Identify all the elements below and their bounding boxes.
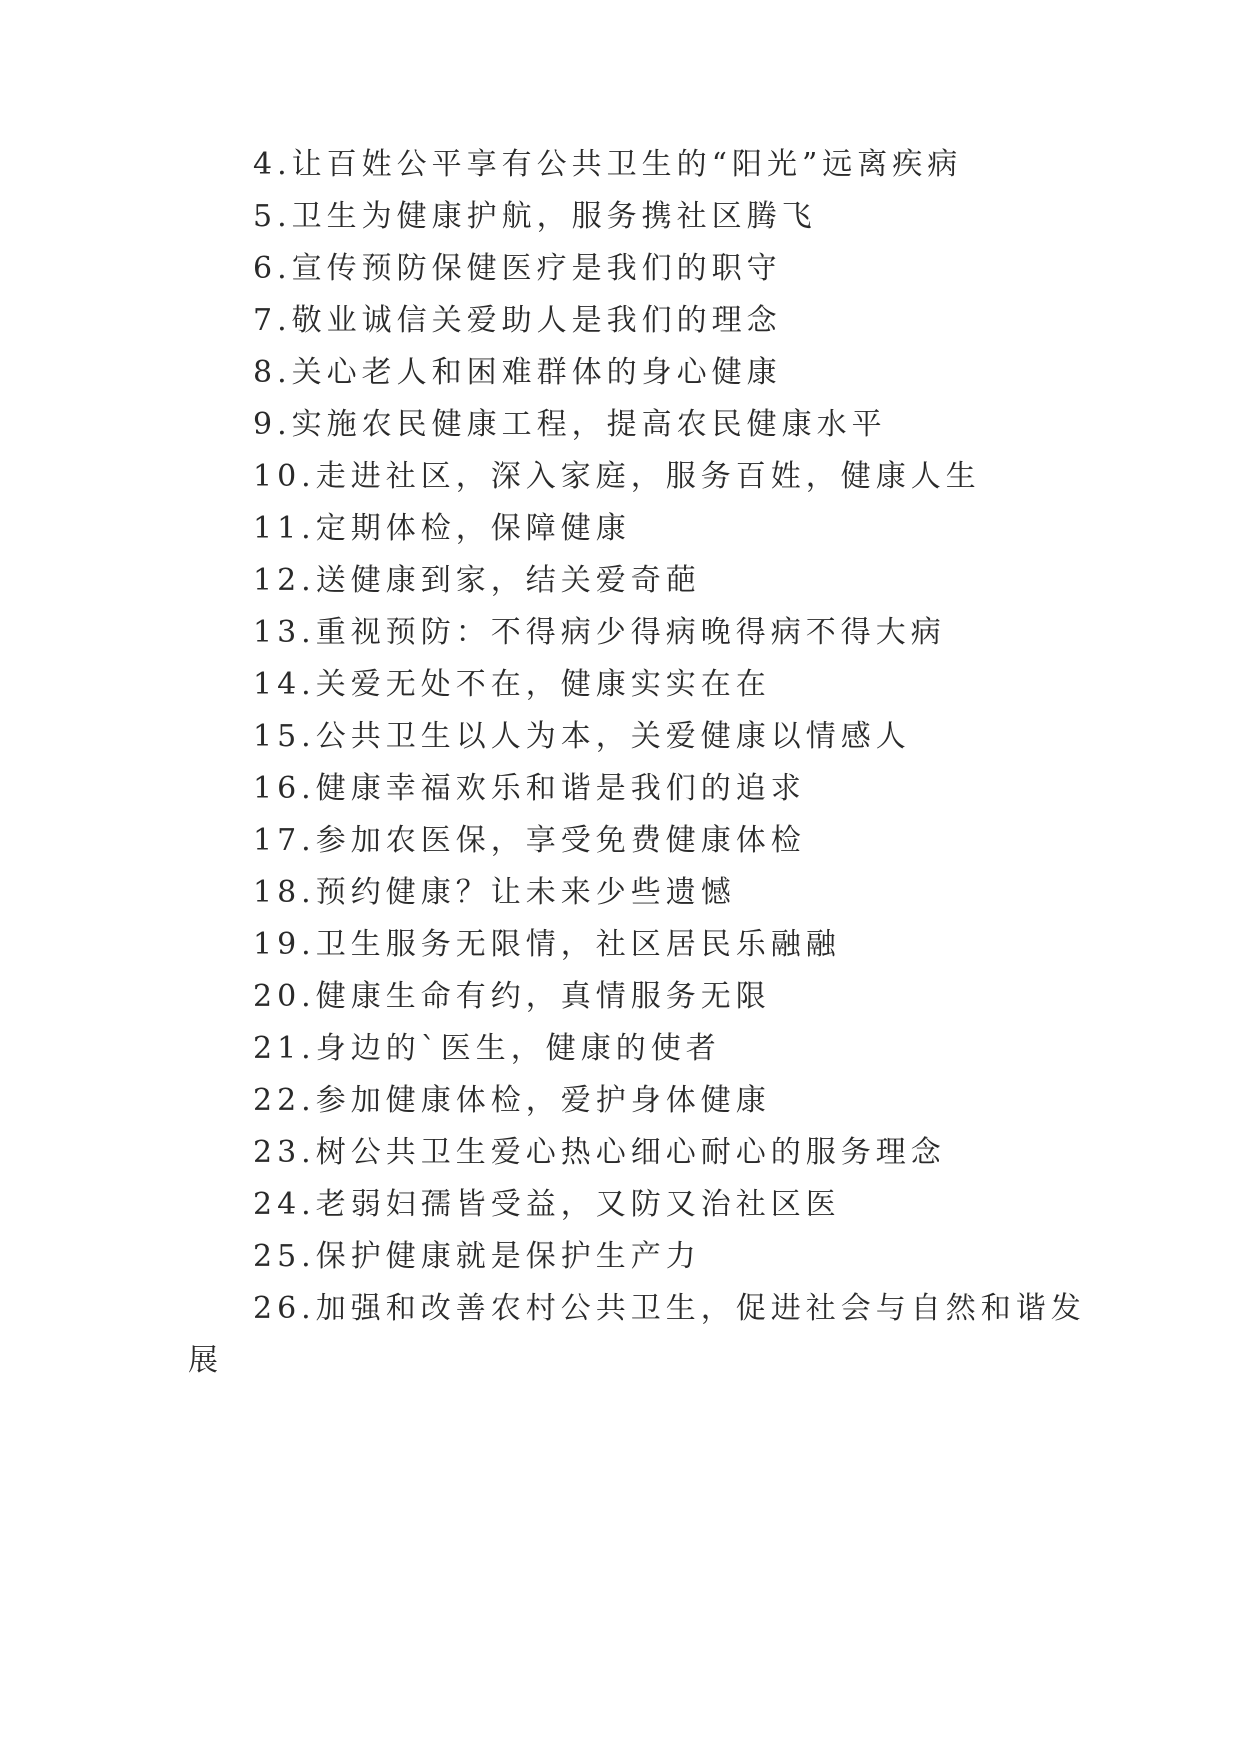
slogan-line: 22.参加健康体检，爱护身体健康 xyxy=(253,1083,771,1118)
slogan-line: 15.公共卫生以人为本，关爱健康以情感人 xyxy=(253,719,911,754)
slogan-line: 6.宣传预防保健医疗是我们的职守 xyxy=(253,251,782,286)
slogan-line: 8.关心老人和困难群体的身心健康 xyxy=(253,355,782,390)
slogan-line: 5.卫生为健康护航，服务携社区腾飞 xyxy=(253,199,817,234)
slogan-line: 18.预约健康？让未来少些遗憾 xyxy=(253,875,736,910)
slogan-line: 10.走进社区，深入家庭，服务百姓，健康人生 xyxy=(253,459,981,494)
slogan-line: 26.加强和改善农村公共卫生，促进社会与自然和谐发 xyxy=(253,1291,1086,1326)
slogan-line: 17.参加农医保，享受免费健康体检 xyxy=(253,823,806,858)
slogan-line: 14.关爱无处不在，健康实实在在 xyxy=(253,667,771,702)
slogan-line: 13.重视预防：不得病少得病晚得病不得大病 xyxy=(253,615,946,650)
slogan-line: 20.健康生命有约，真情服务无限 xyxy=(253,979,771,1014)
slogan-continuation: 展 xyxy=(188,1343,223,1378)
slogan-line: 4.让百姓公平享有公共卫生的“阳光”远离疾病 xyxy=(253,147,963,182)
slogan-line: 11.定期体检，保障健康 xyxy=(253,511,631,546)
slogan-line: 16.健康幸福欢乐和谐是我们的追求 xyxy=(253,771,806,806)
slogan-line: 23.树公共卫生爱心热心细心耐心的服务理念 xyxy=(253,1135,946,1170)
slogan-line: 24.老弱妇孺皆受益，又防又治社区医 xyxy=(253,1187,841,1222)
slogan-line: 9.实施农民健康工程，提高农民健康水平 xyxy=(253,407,887,442)
slogan-line: 7.敬业诚信关爱助人是我们的理念 xyxy=(253,303,782,338)
slogan-line: 12.送健康到家，结关爱奇葩 xyxy=(253,563,701,598)
slogan-line: 19.卫生服务无限情，社区居民乐融融 xyxy=(253,927,841,962)
slogan-line: 21.身边的`医生，健康的使者 xyxy=(253,1031,721,1066)
slogan-line: 25.保护健康就是保护生产力 xyxy=(253,1239,701,1274)
